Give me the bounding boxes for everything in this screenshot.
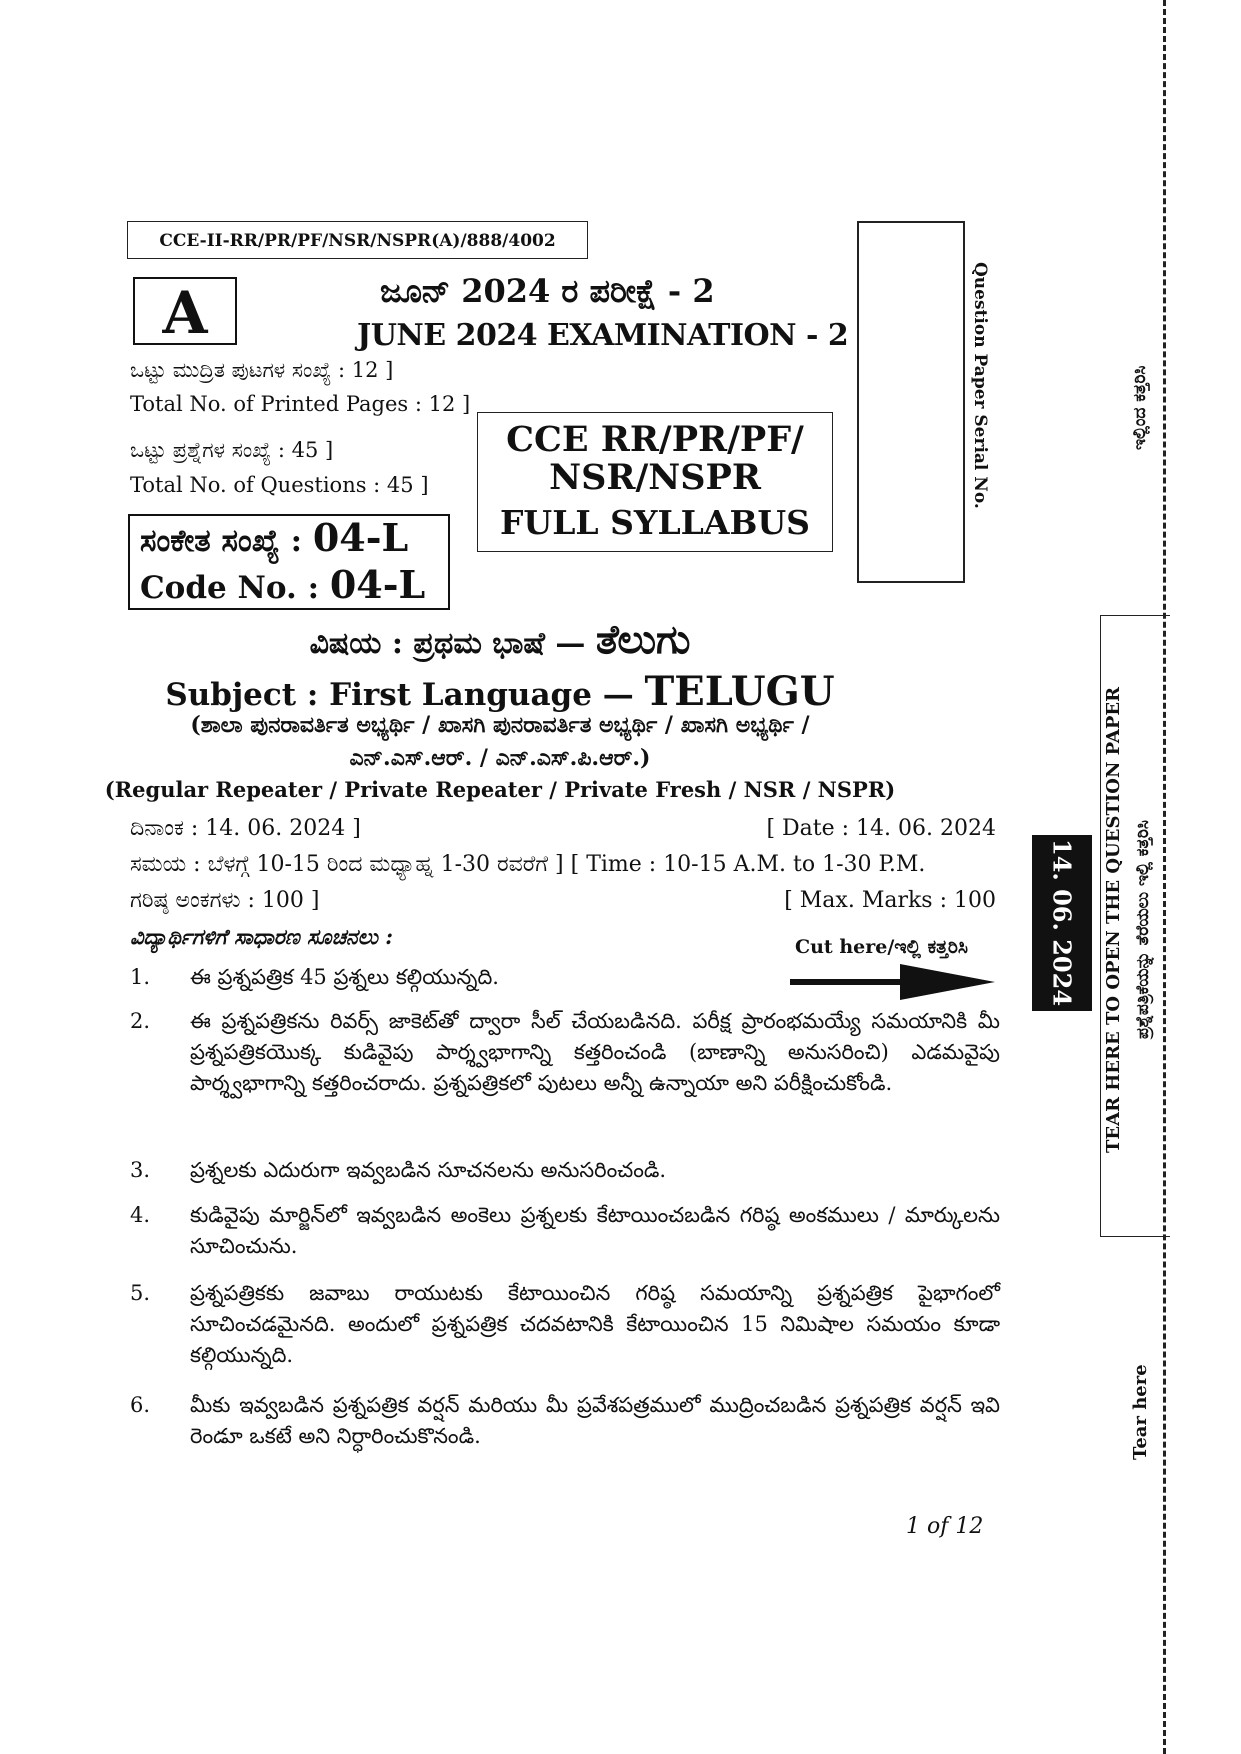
subject-english-language: TELUGU	[644, 668, 835, 715]
instruction-text: కుడివైపు మార్జిన్‌లో ఇవ్వబడిన అంకెలు ప్రశ్నలకు కేటాయించబడిన గరిష్ఠ అంకములు / మార్కులను సూచించును.	[190, 1203, 1000, 1258]
instruction-text: ప్రశ్నపత్రికకు జవాబు రాయుటకు కేటాయించిన గరిష్ఠ సమయాన్ని ప్రశ్నపత్రిక పైభాగంలో సూచించడమైనది. అందులో ప్రశ్నపత్రిక చదవటానికి కేటాయించిన 15 నిమిషాల సమయం కూడా కల్గియున్నది.	[190, 1281, 1000, 1367]
code-label-english: Code No. :	[140, 570, 330, 606]
instruction-item	[130, 962, 1000, 993]
max-marks-kannada: ಗರಿಷ್ಠ ಅಂಕಗಳು : 100 ]	[130, 888, 320, 913]
page-number: 1 of 12	[906, 1514, 984, 1539]
subject-english-prefix: Subject : First Language —	[165, 677, 645, 713]
date-kannada: ದಿನಾಂಕ : 14. 06. 2024 ]	[130, 816, 361, 841]
category-line-3: FULL SYLLABUS	[499, 503, 810, 542]
serial-number-box	[857, 221, 965, 583]
instruction-number: 2.	[130, 1009, 151, 1033]
date-badge	[1032, 835, 1092, 1011]
paper-code: CCE-II-RR/PR/PF/NSR/NSPR(A)/888/4002	[159, 231, 556, 251]
instruction-text: మీకు ఇవ్వబడిన ప్రశ్నపత్రిక వర్షన్ మరియు మీ ప్రవేశపత్రములో ముద్రించబడిన ప్రశ్నపత్రిక వర్షన్ ఇవి రెండూ ఒకటే అని నిర్ధారించుకొనండి.	[190, 1393, 1000, 1448]
cut-from-here-kannada: ಇಲ್ಲಿಂದ ಕತ್ತರಿಸಿ	[1130, 365, 1150, 450]
paper-code-box	[127, 221, 588, 259]
subject-kannada-language: ತೆಲುಗು	[595, 616, 691, 663]
category-line-1: CCE RR/PR/PF/	[506, 419, 804, 460]
candidate-types-kannada-line-1: (ಶಾಲಾ ಪುನರಾವರ್ತಿತ ಅಭ್ಯರ್ಥಿ / ಖಾಸಗಿ ಪುನರಾವರ್ತಿತ ಅಭ್ಯರ್ಥಿ / ಖಾಸಗಿ ಅಭ್ಯರ್ಥಿ /	[190, 712, 810, 738]
general-instructions-heading: ವಿದ್ಯಾರ್ಥಿಗಳಿಗೆ ಸಾಧಾರಣ ಸೂಚನಲು :	[130, 924, 393, 949]
exam-title-english: JUNE 2024 EXAMINATION - 2	[357, 318, 849, 353]
tear-instruction-english: TEAR HERE TO OPEN THE QUESTION PAPER	[1103, 686, 1124, 1154]
category-line-2: NSR/NSPR	[549, 457, 761, 498]
instruction-item	[130, 1006, 1000, 1099]
instruction-text: ఈ ప్రశ్నపత్రిక 45 ప్రశ్నలు కల్గియున్నది.	[190, 965, 499, 989]
subject-kannada	[0, 616, 1000, 663]
instruction-item	[130, 1200, 1000, 1262]
tear-dashed-line[interactable]	[1163, 0, 1166, 1754]
version-letter: A	[162, 279, 208, 347]
cut-here-label: Cut here/ಇಲ್ಲಿ ಕತ್ತರಿಸಿ	[795, 936, 968, 958]
printed-pages-kannada: ಒಟ್ಟು ಮುದ್ರಿತ ಪುಟಗಳ ಸಂಖ್ಯೆ : 12 ]	[130, 358, 394, 382]
instruction-item	[130, 1390, 1000, 1452]
exam-title-kannada: ಜೂನ್ 2024 ರ ಪರೀಕ್ಷೆ - 2	[380, 272, 715, 310]
instruction-text: ప్రశ్నలకు ఎదురుగా ఇవ్వబడిన సూచనలను అనుసరించండి.	[190, 1158, 667, 1182]
instruction-number: 5.	[130, 1281, 151, 1305]
subject-english	[0, 668, 1000, 715]
instruction-item	[130, 1278, 1000, 1371]
questions-count-english: Total No. of Questions : 45 ]	[130, 473, 429, 497]
category-box	[477, 412, 833, 552]
instruction-text: ఈ ప్రశ్నపత్రికను రివర్స్ జాకెట్‌తో ద్వారా సీల్ చేయబడినది. పరీక్ష ప్రారంభమయ్యే సమయానికి మీ ప్రశ్నపత్రికయొక్క కుడివైపు పార్శ్వభాగాన్ని కత్తరించండి (బాణాన్ని అనుసరించి) ఎడమవైపు పార్శ్వభాగాన్ని కత్తరించరాదు. ప్రశ్నపత్రికలో పుటలు అన్నీ ఉన్నాయా అని పరీక్షించుకోండి.	[190, 1009, 1000, 1095]
tear-here-label: Tear here	[1130, 1364, 1151, 1460]
time-line: ಸಮಯ : ಬೆಳಗ್ಗೆ 10-15 ರಿಂದ ಮಧ್ಯಾಹ್ನ 1-30 ರವರೆಗೆ ] [ Time : 10-15 A.M. to 1-30 P.M.	[130, 852, 926, 877]
instruction-number: 6.	[130, 1393, 151, 1417]
version-box	[133, 277, 237, 345]
candidate-types-kannada-line-2: ಎನ್.ಎಸ್.ಆರ್. / ಎನ್.ಎಸ್.ಪಿ.ಆರ್.)	[349, 745, 651, 771]
instruction-number: 3.	[130, 1158, 151, 1182]
serial-number-label: Question Paper Serial No.	[970, 262, 990, 509]
code-value-english: 04-L	[329, 562, 426, 607]
instruction-number: 4.	[130, 1203, 151, 1227]
questions-count-kannada: ಒಟ್ಟು ಪ್ರಶ್ನೆಗಳ ಸಂಖ್ಯೆ : 45 ]	[130, 438, 334, 462]
code-label-kannada: ಸಂಕೇತ ಸಂಖ್ಯೆ :	[140, 523, 313, 559]
code-number-kannada	[140, 516, 448, 563]
max-marks-english: [ Max. Marks : 100	[784, 888, 996, 913]
code-number-box	[128, 514, 450, 610]
code-value-kannada: 04-L	[312, 515, 409, 560]
instruction-item	[130, 1155, 1000, 1186]
date-english: [ Date : 14. 06. 2024	[766, 816, 996, 841]
code-number-english	[140, 563, 448, 610]
printed-pages-english: Total No. of Printed Pages : 12 ]	[130, 392, 471, 416]
date-badge-text: 14. 06. 2024	[1047, 839, 1077, 1007]
candidate-types-english: (Regular Repeater / Private Repeater / Private Fresh / NSR / NSPR)	[104, 777, 896, 802]
instruction-number: 1.	[130, 965, 151, 989]
tear-instruction-kannada: ಪ್ರಶ್ನೆಪತ್ರಿಕೆಯನ್ನು ತೆರೆಯಲು ಇಲ್ಲಿ ಕತ್ತರಿಸಿ	[1133, 820, 1153, 1040]
subject-kannada-prefix: ವಿಷಯ : ಪ್ರಥಮ ಭಾಷೆ —	[309, 626, 596, 661]
